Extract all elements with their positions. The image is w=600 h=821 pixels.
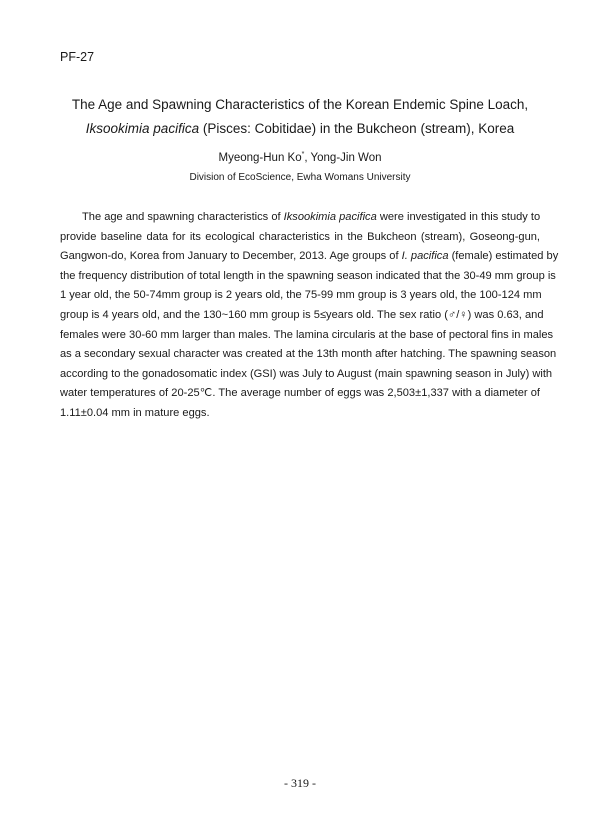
- abstract-text: were investigated in this study to: [376, 211, 541, 223]
- abstract-line: according to the gonadosomatic index (GSI) was July to August (main spawning season in July) with: [60, 367, 553, 380]
- author-rest: , Yong-Jin Won: [304, 152, 382, 164]
- page-number: - 319 -: [284, 776, 316, 790]
- abstract-line: [60, 247, 559, 267]
- abstract-line: females were 30-60 mm larger than males. The lamina circularis at the base of pectoral fins in males: [60, 328, 554, 341]
- abstract-text: The age and spawning characteristics of: [82, 211, 284, 223]
- species-name-abbrev: I. pacifica: [401, 250, 449, 263]
- affiliation: Division of EcoScience, Ewha Womans University: [189, 172, 411, 183]
- corresponding-author-mark: *: [301, 151, 305, 159]
- abstract-text: (female) estimated by: [448, 250, 559, 263]
- author-list: [40, 152, 560, 164]
- author-first: Myeong-Hun Ko: [218, 152, 302, 164]
- abstract-line: 1.11±0.04 mm in mature eggs.: [60, 406, 210, 419]
- abstract-line: 1 year old, the 50-74mm group is 2 years old, the 75-99 mm group is 3 years old, the 100-124 mm: [60, 289, 542, 302]
- abstract-line: provide baseline data for its ecological characteristics in the Bukcheon (stream), Goseong-gun,: [60, 230, 540, 243]
- title-species-name: Iksookimia pacifica: [85, 121, 200, 136]
- abstract-line: [60, 208, 540, 228]
- title-line-1: The Age and Spawning Characteristics of the Korean Endemic Spine Loach,: [71, 97, 529, 112]
- title-line-2-rest: (Pisces: Cobitidae) in the Bukcheon (stream), Korea: [199, 121, 515, 136]
- abstract-body: [60, 208, 559, 424]
- paper-title: [40, 93, 560, 141]
- paper-code: PF-27: [60, 50, 95, 64]
- abstract-line: the frequency distribution of total length in the spawning season indicated that the 30-49 mm group is: [60, 269, 556, 282]
- abstract-line: as a secondary sexual character was created at the 13th month after hatching. The spawning season: [60, 348, 557, 361]
- abstract-line: water temperatures of 20-25℃. The average number of eggs was 2,503±1,337 with a diameter of: [60, 387, 540, 400]
- species-name: Iksookimia pacifica: [283, 211, 377, 223]
- title-line-2: [40, 117, 560, 141]
- abstract-line: group is 4 years old, and the 130~160 mm group is 5≤years old. The sex ratio (♂/♀) was 0.63, and: [60, 308, 544, 321]
- abstract-text: Gangwon-do, Korea from January to December, 2013. Age groups of: [60, 250, 402, 263]
